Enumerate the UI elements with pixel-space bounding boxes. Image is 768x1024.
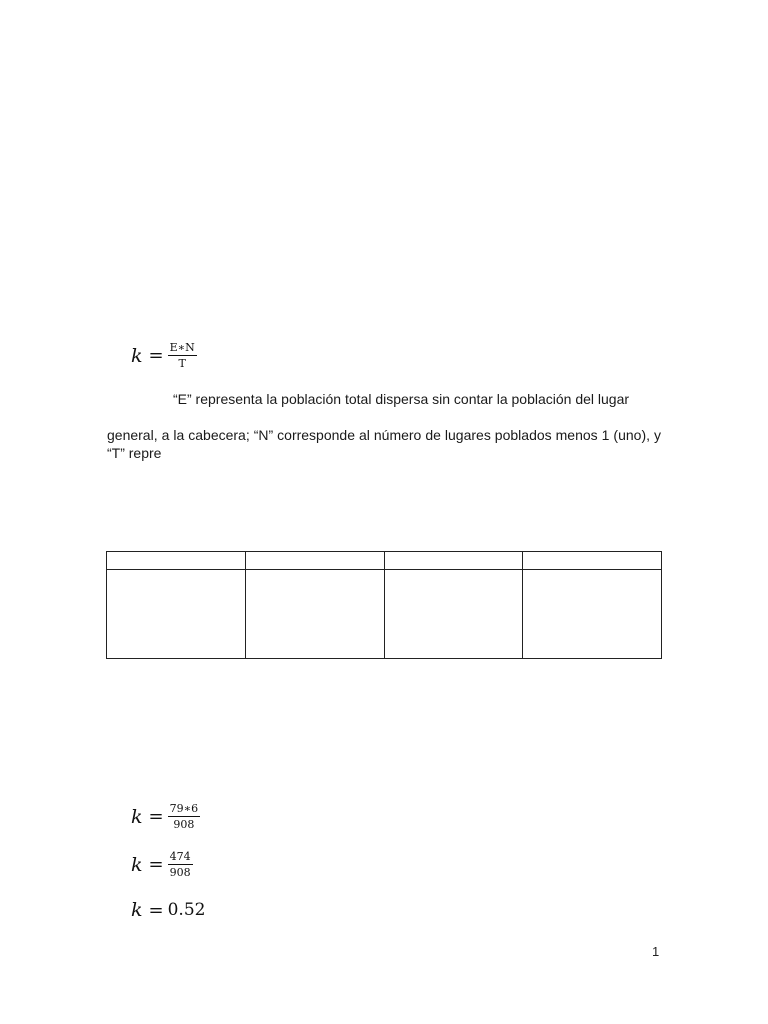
formula-step-2 [131, 850, 193, 879]
formula-equals: = [148, 345, 164, 366]
formula-equals: = [148, 899, 164, 921]
table-cell [523, 570, 662, 659]
formula-denominator: T [178, 357, 186, 370]
formula-variable: k [131, 853, 143, 876]
table-cell [245, 570, 384, 659]
formula-result [131, 899, 205, 921]
formula-numerator: E∗N [169, 341, 195, 354]
data-table [106, 551, 662, 659]
formula-equals: = [148, 806, 164, 827]
table-header-cell [523, 552, 662, 570]
formula-result-value: 0.52 [167, 900, 206, 920]
formula-denominator: 908 [169, 866, 191, 879]
formula-fraction [168, 850, 193, 879]
table-cell [107, 570, 246, 659]
page-number: 1 [652, 944, 660, 959]
table-header-cell [384, 552, 523, 570]
table-row [107, 570, 662, 659]
table-header-row [107, 552, 662, 570]
paragraph-second: general, a la cabecera; “N” corresponde al número de lugares poblados menos 1 (uno), y “T” repre [107, 427, 661, 461]
formula-variable: k [131, 899, 143, 921]
formula-equals: = [148, 854, 164, 875]
formula-fraction [168, 341, 197, 370]
table-header-cell [107, 552, 246, 570]
formula-fraction [168, 802, 200, 831]
formula-numerator: 79∗6 [169, 802, 199, 815]
formula-step-1 [131, 802, 200, 831]
formula-definition [131, 341, 197, 370]
formula-variable: k [131, 344, 143, 367]
formula-denominator: 908 [173, 818, 195, 831]
paragraph-first: “E” representa la población total dispersa sin contar la población del lugar [173, 391, 630, 407]
table-cell [384, 570, 523, 659]
formula-variable: k [131, 805, 143, 828]
table-header-cell [245, 552, 384, 570]
formula-numerator: 474 [169, 850, 191, 863]
